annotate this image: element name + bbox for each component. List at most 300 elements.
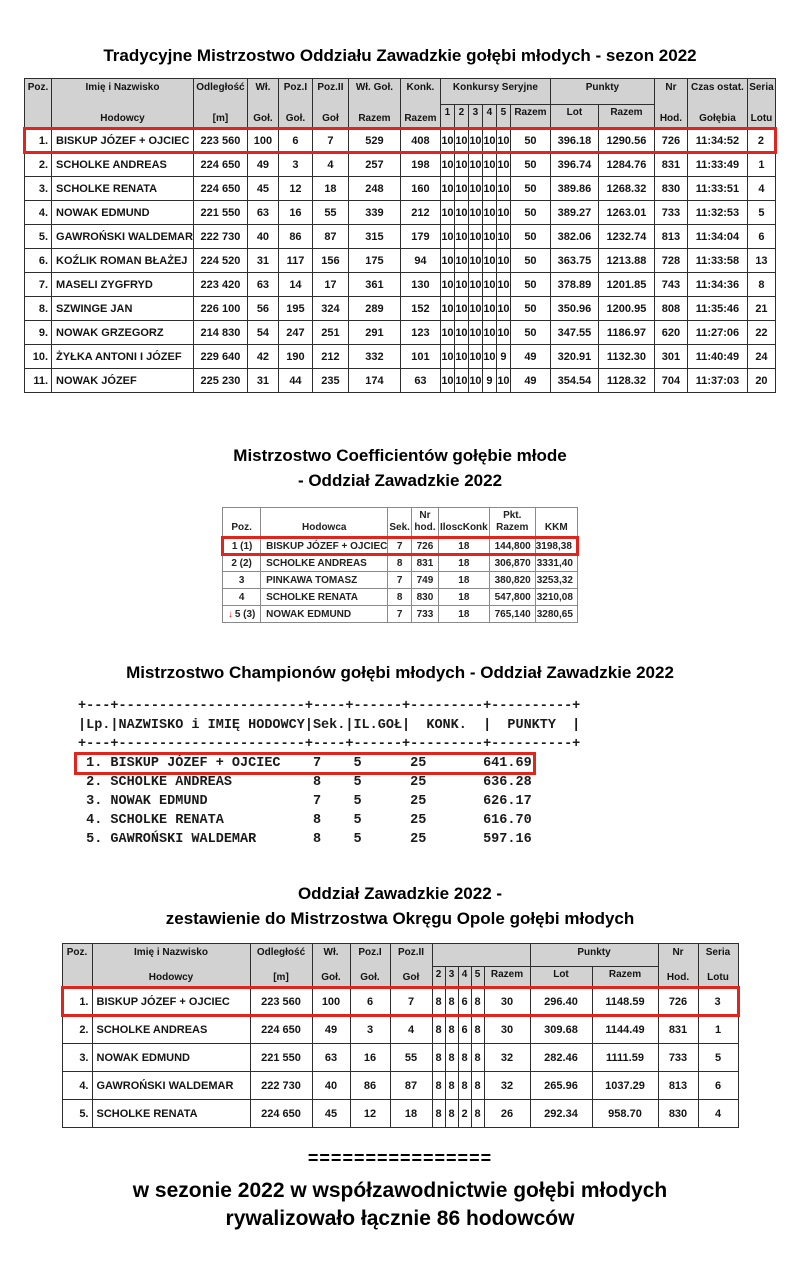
table-cell bbox=[247, 201, 278, 225]
cell-value: 10 bbox=[483, 134, 496, 147]
cell-value: 529 bbox=[365, 134, 384, 147]
table-cell bbox=[278, 297, 312, 321]
header-cell bbox=[250, 944, 312, 988]
table-cell bbox=[698, 1016, 738, 1044]
ascii-data-row bbox=[78, 792, 800, 811]
cell-value: 9 bbox=[500, 350, 507, 363]
table-row bbox=[223, 555, 578, 572]
table-cell bbox=[598, 297, 654, 321]
table-cell bbox=[535, 538, 577, 555]
header-cell bbox=[62, 944, 92, 988]
cell-value: 1148.59 bbox=[605, 995, 645, 1008]
header-label: Imię i Nazwisko bbox=[85, 82, 160, 93]
cell-value: 301 bbox=[661, 350, 681, 363]
table-row bbox=[223, 606, 578, 623]
cell-value: 50 bbox=[524, 134, 537, 147]
cell-value: 808 bbox=[661, 302, 681, 315]
table-cell bbox=[598, 225, 654, 249]
header-cell bbox=[510, 104, 550, 128]
header-cell bbox=[550, 79, 654, 105]
header-label: Goł. bbox=[321, 972, 341, 983]
cell-value: 54 bbox=[256, 326, 270, 339]
table-row bbox=[25, 249, 776, 273]
table-cell bbox=[390, 1072, 432, 1100]
header-label: Punkty bbox=[585, 82, 620, 93]
cell-value: 389.27 bbox=[557, 206, 592, 219]
table-cell bbox=[92, 988, 250, 1016]
table-cell bbox=[223, 606, 261, 623]
cell-value: 3 bbox=[366, 1024, 374, 1036]
table-cell bbox=[658, 988, 698, 1016]
cell-value: 813 bbox=[661, 230, 681, 243]
cell-value: 4 bbox=[714, 1107, 722, 1120]
cell-value: 8 bbox=[448, 1024, 455, 1036]
cell-value: 10 bbox=[455, 230, 468, 243]
table-row bbox=[223, 538, 578, 555]
table-cell bbox=[400, 177, 440, 201]
table-cell bbox=[247, 297, 278, 321]
header-cell bbox=[654, 79, 687, 129]
table-row bbox=[25, 345, 776, 369]
table-cell bbox=[747, 321, 775, 345]
table-cell bbox=[496, 297, 510, 321]
cell-value: 10 bbox=[441, 230, 454, 243]
table-cell bbox=[25, 201, 52, 225]
cell-value: 320.91 bbox=[557, 350, 592, 363]
table-cell bbox=[440, 201, 454, 225]
table-cell bbox=[496, 369, 510, 393]
table-cell bbox=[510, 345, 550, 369]
header-label: Punkty bbox=[577, 947, 611, 958]
cell-value: 40 bbox=[324, 1079, 338, 1092]
table-row bbox=[25, 153, 776, 177]
ascii-data-row bbox=[78, 754, 800, 773]
table-cell bbox=[454, 321, 468, 345]
table-cell bbox=[458, 1100, 471, 1128]
header-row bbox=[223, 508, 578, 538]
table-cell bbox=[348, 249, 400, 273]
traditional-championship-table bbox=[23, 78, 777, 393]
header-label: Seria bbox=[749, 82, 774, 93]
table-cell bbox=[348, 345, 400, 369]
table-cell bbox=[598, 249, 654, 273]
cell-value: 55 bbox=[404, 1051, 418, 1064]
table-cell bbox=[496, 273, 510, 297]
header-label: [m] bbox=[212, 113, 229, 124]
table-cell bbox=[687, 153, 747, 177]
cell-value: 11:34:36 bbox=[695, 278, 740, 291]
ascii-border bbox=[78, 735, 800, 754]
header-cell bbox=[52, 79, 194, 129]
cell-value: 1201.85 bbox=[606, 278, 647, 291]
table-cell bbox=[193, 177, 247, 201]
table-cell bbox=[247, 177, 278, 201]
table-row bbox=[62, 988, 738, 1016]
cell-value: 958.70 bbox=[608, 1107, 642, 1120]
cell-value: 831 bbox=[416, 558, 434, 569]
cell-value: 10 bbox=[497, 134, 510, 147]
table-cell bbox=[592, 1072, 658, 1100]
table-cell bbox=[350, 1072, 390, 1100]
table-cell bbox=[468, 201, 482, 225]
table-cell bbox=[471, 1072, 484, 1100]
table-cell bbox=[535, 572, 577, 589]
cell-value: 10 bbox=[483, 254, 496, 267]
table-cell bbox=[468, 129, 482, 153]
cell-value: 8. bbox=[38, 302, 49, 315]
table-row bbox=[25, 297, 776, 321]
table-cell bbox=[440, 345, 454, 369]
cell-value: 18 bbox=[458, 540, 470, 552]
cell-value: 10 bbox=[483, 302, 496, 315]
cell-value: 408 bbox=[411, 134, 430, 147]
cell-value: 8 bbox=[448, 1107, 455, 1120]
table-cell bbox=[350, 1016, 390, 1044]
table-cell bbox=[247, 249, 278, 273]
table-cell bbox=[411, 538, 438, 555]
footer-line1: w sezonie 2022 w współzawodnictwie gołębi młodych bbox=[132, 1179, 668, 1202]
cell-value: 3280,65 bbox=[536, 608, 573, 620]
table-cell bbox=[687, 297, 747, 321]
header-cell bbox=[496, 104, 510, 128]
header-label: Poz.II bbox=[397, 947, 425, 958]
table-cell bbox=[550, 225, 598, 249]
table-cell bbox=[471, 988, 484, 1016]
cell-value: 123 bbox=[411, 326, 430, 339]
table-cell bbox=[454, 153, 468, 177]
cell-value: 8 bbox=[448, 1079, 455, 1092]
header-label: Lotu bbox=[707, 972, 729, 983]
table-cell bbox=[52, 369, 194, 393]
table-cell bbox=[482, 201, 496, 225]
table-cell bbox=[312, 177, 348, 201]
cell-value: 190 bbox=[286, 350, 305, 363]
table-cell bbox=[25, 321, 52, 345]
table-cell bbox=[250, 1072, 312, 1100]
table-cell bbox=[658, 1016, 698, 1044]
table-cell bbox=[482, 321, 496, 345]
table-cell bbox=[400, 129, 440, 153]
header-label: Razem bbox=[358, 113, 391, 124]
table-cell bbox=[388, 572, 412, 589]
table-cell bbox=[400, 153, 440, 177]
cell-value: 175 bbox=[365, 254, 384, 267]
cell-value: GAWROŃSKI WALDEMAR bbox=[56, 230, 193, 243]
table-cell bbox=[348, 297, 400, 321]
ascii-text: 3. NOWAK EDMUND 7 5 25 626.17 bbox=[78, 794, 532, 809]
cell-value: 160 bbox=[411, 182, 430, 195]
header-label: Hodowca bbox=[302, 522, 347, 533]
cell-value: 6 bbox=[366, 995, 374, 1008]
table-cell bbox=[223, 572, 261, 589]
cell-value: 10 bbox=[483, 206, 496, 219]
table-cell bbox=[247, 345, 278, 369]
table-cell bbox=[388, 538, 412, 555]
cell-value: 222 730 bbox=[261, 1079, 301, 1092]
cell-value: 3210,08 bbox=[536, 591, 573, 603]
cell-value: 10 bbox=[469, 182, 482, 195]
table-cell bbox=[348, 225, 400, 249]
table-cell bbox=[484, 1100, 530, 1128]
table-cell bbox=[489, 589, 535, 606]
table-cell bbox=[350, 1044, 390, 1072]
table-cell bbox=[496, 345, 510, 369]
cell-value: 6 bbox=[461, 995, 468, 1008]
table-cell bbox=[654, 129, 687, 153]
cell-value: 10 bbox=[483, 230, 496, 243]
table-row bbox=[25, 225, 776, 249]
header-label: Imię i Nazwisko bbox=[134, 947, 208, 958]
table-cell bbox=[223, 538, 261, 555]
cell-value: 222 730 bbox=[200, 230, 241, 243]
cell-value: 282.46 bbox=[544, 1051, 578, 1064]
cell-value: 10 bbox=[455, 302, 468, 315]
ascii-header bbox=[78, 716, 800, 735]
cell-value: MASELI ZYGFRYD bbox=[56, 278, 153, 291]
cell-value: 9. bbox=[38, 326, 49, 339]
table-cell bbox=[454, 201, 468, 225]
cell-value: ŻYŁKA ANTONI I JÓZEF bbox=[56, 350, 182, 363]
ascii-data-row bbox=[78, 830, 800, 849]
footer-text bbox=[0, 1177, 800, 1233]
table-cell bbox=[312, 273, 348, 297]
cell-value: 547,800 bbox=[494, 591, 531, 603]
header-cell bbox=[454, 104, 468, 128]
header-label: Poz. bbox=[27, 82, 49, 93]
cell-value: 11:27:06 bbox=[695, 326, 740, 339]
table-cell bbox=[496, 177, 510, 201]
table-cell bbox=[278, 225, 312, 249]
cell-value: 382.06 bbox=[557, 230, 592, 243]
cell-value: 18 bbox=[324, 182, 337, 195]
section2-title-line1: Mistrzostwo Coefficientów gołębie młode bbox=[233, 446, 567, 465]
champions-ascii-table bbox=[78, 697, 800, 849]
header-label: Sek. bbox=[389, 522, 410, 533]
table-cell bbox=[92, 1100, 250, 1128]
cell-value: 21 bbox=[755, 302, 768, 315]
table-cell bbox=[247, 321, 278, 345]
cell-value: 144,800 bbox=[494, 540, 531, 552]
cell-value: GAWROŃSKI WALDEMAR bbox=[96, 1079, 234, 1092]
cell-value: 10 bbox=[441, 159, 454, 171]
table-cell bbox=[25, 177, 52, 201]
cell-value: 87 bbox=[324, 230, 337, 243]
table-cell bbox=[482, 369, 496, 393]
table-cell bbox=[496, 225, 510, 249]
cell-value: 17 bbox=[324, 278, 337, 291]
cell-value: 733 bbox=[416, 608, 434, 620]
cell-value: 830 bbox=[661, 182, 681, 195]
table-cell bbox=[530, 1100, 592, 1128]
cell-value: 8 bbox=[461, 1079, 468, 1092]
cell-value: 5 bbox=[758, 206, 765, 219]
cell-value: 3331,40 bbox=[536, 558, 573, 569]
table-cell bbox=[247, 153, 278, 177]
cell-value: 10 bbox=[455, 182, 468, 195]
cell-value: 289 bbox=[365, 302, 384, 315]
cell-value: 229 640 bbox=[200, 350, 241, 363]
cell-value: 8 bbox=[396, 558, 403, 569]
cell-value: 10 bbox=[469, 254, 482, 267]
table-cell bbox=[747, 129, 775, 153]
table-cell bbox=[25, 297, 52, 321]
table-row bbox=[62, 1016, 738, 1044]
table-cell bbox=[388, 555, 412, 572]
cell-value: 378.89 bbox=[557, 278, 592, 291]
header-label: Razem bbox=[490, 968, 524, 980]
table-cell bbox=[530, 1072, 592, 1100]
cell-value: NOWAK EDMUND bbox=[266, 608, 352, 620]
table-cell bbox=[62, 1044, 92, 1072]
table-cell bbox=[432, 1072, 445, 1100]
header-label: Lot bbox=[553, 968, 569, 980]
table-cell bbox=[489, 538, 535, 555]
cell-value: 226 100 bbox=[200, 302, 241, 315]
table-cell bbox=[62, 1100, 92, 1128]
table-cell bbox=[250, 1100, 312, 1128]
table-cell bbox=[411, 589, 438, 606]
header-label: Razem bbox=[496, 522, 529, 533]
cell-value: 42 bbox=[256, 350, 270, 363]
table-cell bbox=[438, 555, 489, 572]
cell-value: 10 bbox=[497, 326, 510, 339]
cell-value: 10 bbox=[469, 134, 482, 147]
table-cell bbox=[411, 572, 438, 589]
header-label: 3 bbox=[472, 106, 479, 118]
table-cell bbox=[550, 273, 598, 297]
cell-value: 1 (1) bbox=[231, 540, 253, 552]
table-cell bbox=[482, 153, 496, 177]
cell-value: 6 bbox=[714, 1079, 722, 1092]
table-cell bbox=[193, 153, 247, 177]
table-cell bbox=[440, 297, 454, 321]
cell-value: BISKUP JÓZEF + OJCIEC bbox=[56, 134, 190, 147]
table-cell bbox=[440, 369, 454, 393]
cell-value: 10 bbox=[441, 206, 454, 219]
table-cell bbox=[25, 129, 52, 153]
table-cell bbox=[400, 249, 440, 273]
cell-value: 224 650 bbox=[200, 182, 241, 195]
header-cell bbox=[658, 944, 698, 988]
cell-value: 16 bbox=[363, 1051, 377, 1064]
table-cell bbox=[687, 273, 747, 297]
header-label: Odległość bbox=[256, 947, 306, 958]
cell-value: 10 bbox=[497, 159, 510, 171]
header-label: Czas ostat. bbox=[691, 82, 744, 93]
table-cell bbox=[468, 225, 482, 249]
header-label: Wł. bbox=[323, 947, 339, 958]
cell-value: 5 bbox=[714, 1051, 722, 1064]
cell-value: 1132.30 bbox=[606, 350, 647, 363]
table-cell bbox=[312, 201, 348, 225]
header-label: Hodowcy bbox=[148, 972, 194, 983]
table-cell bbox=[489, 572, 535, 589]
table-cell bbox=[598, 153, 654, 177]
cell-value: 350.96 bbox=[557, 302, 592, 315]
table-cell bbox=[312, 1044, 350, 1072]
cell-value: 324 bbox=[321, 302, 340, 315]
header-label: Hodowcy bbox=[100, 113, 145, 124]
cell-value: 195 bbox=[286, 302, 305, 315]
table-cell bbox=[550, 201, 598, 225]
table-cell bbox=[747, 249, 775, 273]
cell-value: 63 bbox=[256, 206, 270, 219]
table-cell bbox=[510, 153, 550, 177]
cell-value: 8 bbox=[435, 1107, 442, 1120]
section3-title: Mistrzostwo Championów gołębi młodych - Oddział Zawadzkie 2022 bbox=[126, 663, 674, 682]
cell-value: 8 bbox=[474, 995, 481, 1008]
header-cell bbox=[445, 966, 458, 987]
header-cell bbox=[458, 966, 471, 987]
header-cell bbox=[348, 79, 400, 129]
cell-value: 1284.76 bbox=[606, 159, 647, 171]
table-cell bbox=[496, 201, 510, 225]
header-cell bbox=[92, 944, 250, 988]
cell-value: 22 bbox=[755, 326, 768, 339]
cell-value: 10 bbox=[483, 350, 496, 363]
table-cell bbox=[440, 249, 454, 273]
cell-value: 10 bbox=[441, 374, 454, 387]
header-cell bbox=[438, 508, 489, 538]
cell-value: 10 bbox=[469, 206, 482, 219]
header-label: 4 bbox=[486, 106, 493, 118]
header-label: Wł. bbox=[255, 82, 271, 93]
table-cell bbox=[312, 1100, 350, 1128]
table-cell bbox=[52, 297, 194, 321]
cell-value: 1. bbox=[38, 134, 49, 147]
header-label: 2 bbox=[458, 106, 465, 118]
cell-value: 10 bbox=[469, 326, 482, 339]
table-cell bbox=[261, 589, 388, 606]
cell-value: 3198,38 bbox=[535, 540, 572, 552]
table-cell bbox=[25, 249, 52, 273]
table-cell bbox=[247, 129, 278, 153]
table-cell bbox=[654, 153, 687, 177]
cell-value: 10 bbox=[483, 159, 496, 171]
cell-value: 1213.88 bbox=[606, 254, 647, 267]
table-cell bbox=[592, 1016, 658, 1044]
cell-value: 56 bbox=[256, 302, 270, 315]
cell-value: 813 bbox=[668, 1079, 688, 1092]
header-label: KKM bbox=[544, 522, 568, 533]
cell-value: 31 bbox=[256, 254, 270, 267]
header-cell bbox=[530, 944, 658, 967]
cell-value: 726 bbox=[416, 540, 434, 552]
cell-value: 30 bbox=[500, 1024, 514, 1036]
table-cell bbox=[278, 345, 312, 369]
cell-value: SCHOLKE ANDREAS bbox=[56, 159, 167, 171]
cell-value: 5. bbox=[79, 1107, 89, 1120]
cell-value: 1 bbox=[758, 159, 765, 171]
cell-value: 2 (2) bbox=[231, 558, 252, 569]
header-label: Lot bbox=[566, 106, 583, 118]
cell-value: 31 bbox=[256, 374, 270, 387]
cell-value: 347.55 bbox=[557, 326, 592, 339]
table-cell bbox=[468, 273, 482, 297]
table-cell bbox=[687, 225, 747, 249]
cell-value: 8 bbox=[435, 995, 442, 1008]
header-label: Seria bbox=[705, 947, 731, 958]
cell-value: 10 bbox=[497, 254, 510, 267]
table-cell bbox=[484, 1044, 530, 1072]
header-cell bbox=[440, 79, 550, 105]
cell-value: 1. bbox=[79, 995, 89, 1008]
table-cell bbox=[598, 369, 654, 393]
ascii-data-row bbox=[78, 773, 800, 792]
table-cell bbox=[496, 249, 510, 273]
table-cell bbox=[458, 1072, 471, 1100]
table-cell bbox=[687, 249, 747, 273]
